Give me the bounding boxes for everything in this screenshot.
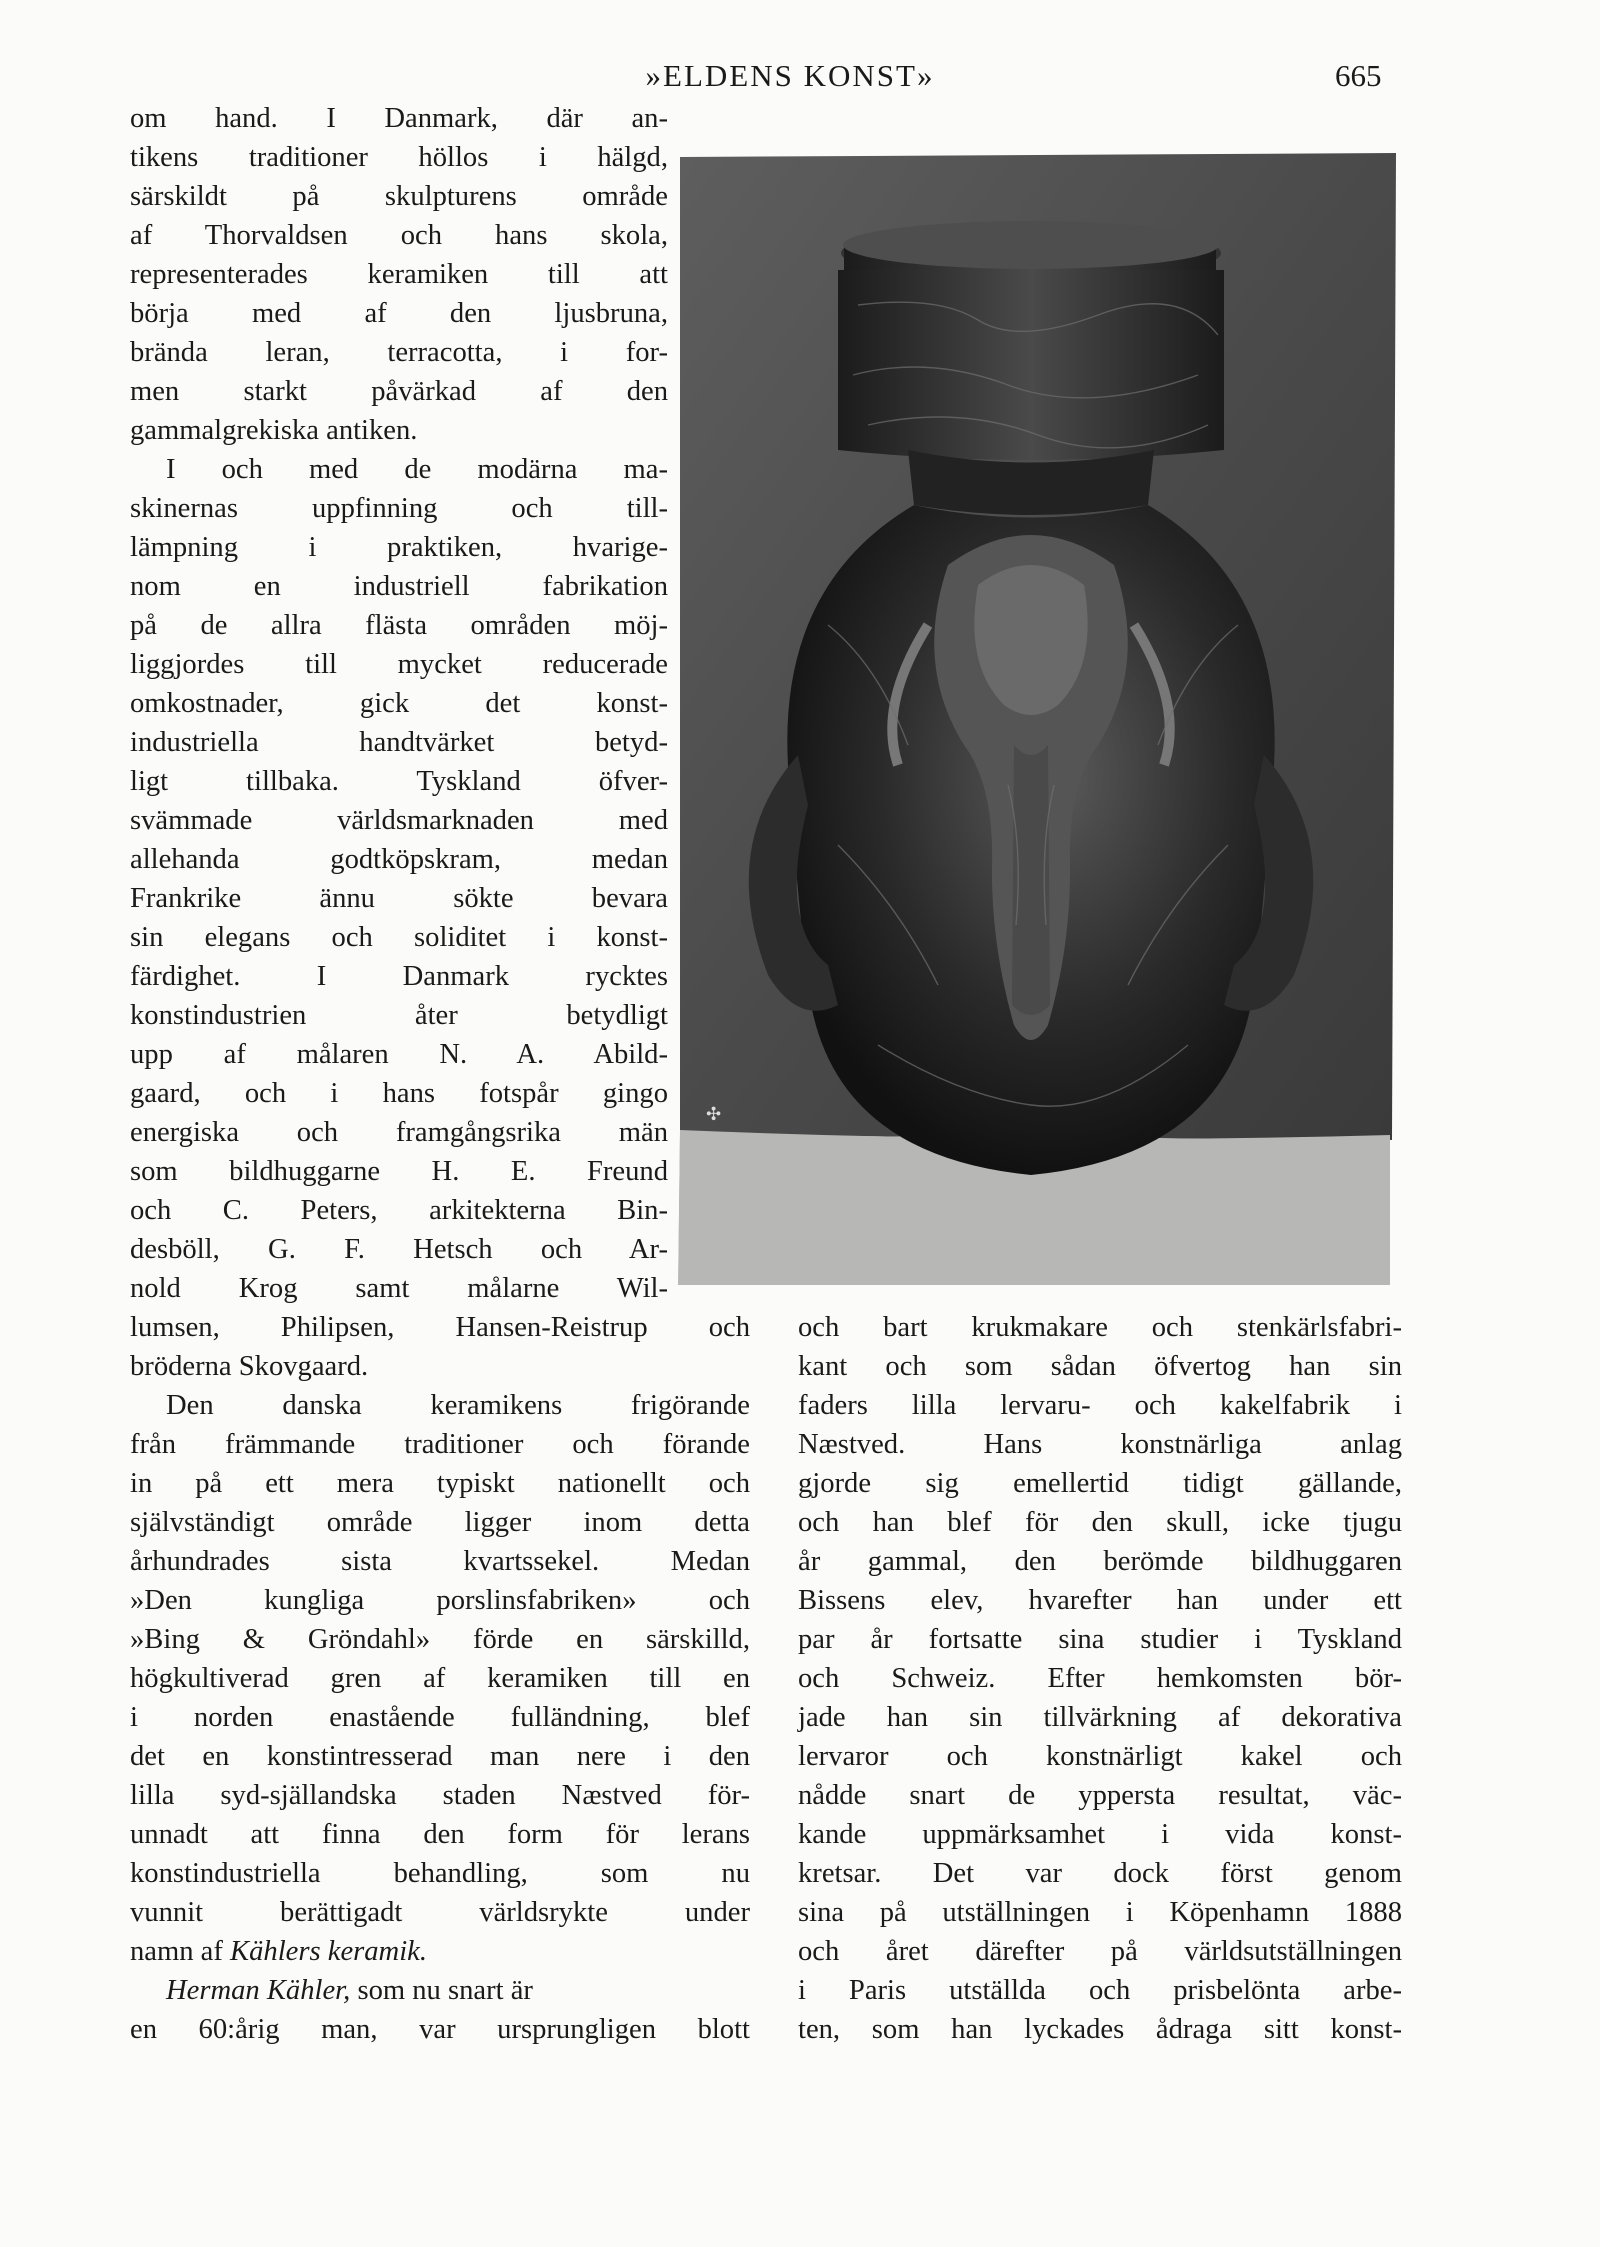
text-line: som bildhuggarne H. E. Freund [130, 1156, 668, 1187]
text-line: par år fortsatte sina studier i Tyskland [798, 1624, 1402, 1655]
text-line: konstindustrien åter betydligt [130, 1000, 668, 1031]
text-line: liggjordes till mycket reducerade [130, 649, 668, 680]
text-line: ten, som han lyckades ådraga sitt konst- [798, 2014, 1402, 2045]
text-line: upp af målaren N. A. Abild- [130, 1039, 668, 1070]
text-line: Den danska keramikens frigörande [166, 1390, 750, 1421]
text-line: århundrades sista kvartssekel. Medan [130, 1546, 750, 1577]
text-line: gammalgrekiska antiken. [130, 415, 418, 446]
text-line: konstindustriella behandling, som nu [130, 1858, 750, 1889]
text-line: kant och som sådan öfvertog han sin [798, 1351, 1402, 1382]
text-line: »Den kungliga porslinsfabriken» och [130, 1585, 750, 1616]
text-line: nom en industriell fabrikation [130, 571, 668, 602]
text-line: färdighet. I Danmark rycktes [130, 961, 668, 992]
text-line: i Paris utställda och prisbelönta arbe- [798, 1975, 1402, 2006]
text-line: sin elegans och soliditet i konst- [130, 922, 668, 953]
text-line: lämpning i praktiken, hvarige- [130, 532, 668, 563]
text-line: in på ett mera typiskt nationellt och [130, 1468, 750, 1499]
text-line: och året därefter på världsutställningen [798, 1936, 1402, 1967]
text-line: om hand. I Danmark, där an- [130, 103, 668, 134]
text-line: i norden enastående fulländning, blef [130, 1702, 750, 1733]
text-line: jade han sin tillvärkning af dekorativa [798, 1702, 1402, 1733]
italic-name: Herman Kähler, [166, 1975, 351, 2006]
vase-photograph [678, 145, 1398, 1295]
text-line: omkostnader, gick det konst- [130, 688, 668, 719]
text-line: skinernas uppfinning och till- [130, 493, 668, 524]
italic-term: Kählers keramik. [230, 1936, 427, 1967]
text-line: energiska och framgångsrika män [130, 1117, 668, 1148]
text-line: lumsen, Philipsen, Hansen-Reistrup och [130, 1312, 750, 1343]
text-line: på de allra flästa områden möj- [130, 610, 668, 641]
text-line: och han blef för den skull, icke tjugu [798, 1507, 1402, 1538]
text-line: unnadt att finna den form för lerans [130, 1819, 750, 1850]
text-line: högkultiverad gren af keramiken till en [130, 1663, 750, 1694]
text-line: sina på utställningen i Köpenhamn 1888 [798, 1897, 1402, 1928]
text-line: brända leran, terracotta, i for- [130, 337, 668, 368]
text-line: lervaror och konstnärligt kakel och [798, 1741, 1402, 1772]
text-line: faders lilla lervaru- och kakelfabrik i [798, 1390, 1402, 1421]
text-segment: som nu snart är [357, 1975, 533, 2006]
text-line: kande uppmärksamhet i vida konst- [798, 1819, 1402, 1850]
text-line: år gammal, den berömde bildhuggaren [798, 1546, 1402, 1577]
text-line: tikens traditioner höllos i hälgd, [130, 142, 668, 173]
text-line: kretsar. Det var dock först genom [798, 1858, 1402, 1889]
text-line: gjorde sig emellertid tidigt gällande, [798, 1468, 1402, 1499]
text-line: det en konstintresserad man nere i den [130, 1741, 750, 1772]
text-line: bröderna Skovgaard. [130, 1351, 369, 1382]
text-line: börja med af den ljusbruna, [130, 298, 668, 329]
text-line: vunnit berättigadt världsrykte under [130, 1897, 750, 1928]
text-line: Bissens elev, hvarefter han under ett [798, 1585, 1402, 1616]
text-line: nold Krog samt målarne Wil- [130, 1273, 668, 1304]
text-line: allehanda godtköpskram, medan [130, 844, 668, 875]
text-line: svämmade världsmarknaden med [130, 805, 668, 836]
text-line-mixed [130, 1933, 750, 1971]
text-line: I och med de modärna ma- [166, 454, 668, 485]
vase-illustration [678, 145, 1398, 1295]
text-line: från främmande traditioner och förande [130, 1429, 750, 1460]
page-header [0, 58, 1600, 98]
page-number: 665 [1335, 58, 1382, 93]
text-line: gaard, och i hans fotspår gingo [130, 1078, 668, 1109]
text-line: »Bing & Gröndahl» förde en särskilld, [130, 1624, 750, 1655]
text-line: representerades keramiken till att [130, 259, 668, 290]
text-line: ligt tillbaka. Tyskland öfver- [130, 766, 668, 797]
text-line: desböll, G. F. Hetsch och Ar- [130, 1234, 668, 1265]
text-segment: namn af [130, 1936, 223, 1967]
text-line: nådde snart de yppersta resultat, väc- [798, 1780, 1402, 1811]
text-line: industriella handtvärket betyd- [130, 727, 668, 758]
svg-text:✣: ✣ [706, 1104, 722, 1125]
text-line: af Thorvaldsen och hans skola, [130, 220, 668, 251]
text-line: lilla syd-själlandska staden Næstved för- [130, 1780, 750, 1811]
text-line: men starkt påvärkad af den [130, 376, 668, 407]
text-line-mixed [166, 1972, 750, 2010]
text-line: särskildt på skulpturens område [130, 181, 668, 212]
text-line: Næstved. Hans konstnärliga anlag [798, 1429, 1402, 1460]
text-line: Frankrike ännu sökte bevara [130, 883, 668, 914]
text-line: och Schweiz. Efter hemkomsten bör- [798, 1663, 1402, 1694]
running-title: »ELDENS KONST» [645, 58, 935, 93]
text-line: självständigt område ligger inom detta [130, 1507, 750, 1538]
text-line: och bart krukmakare och stenkärlsfabri- [798, 1312, 1402, 1343]
text-line: och C. Peters, arkitekterna Bin- [130, 1195, 668, 1226]
text-line: en 60:årig man, var ursprungligen blott [130, 2014, 750, 2045]
